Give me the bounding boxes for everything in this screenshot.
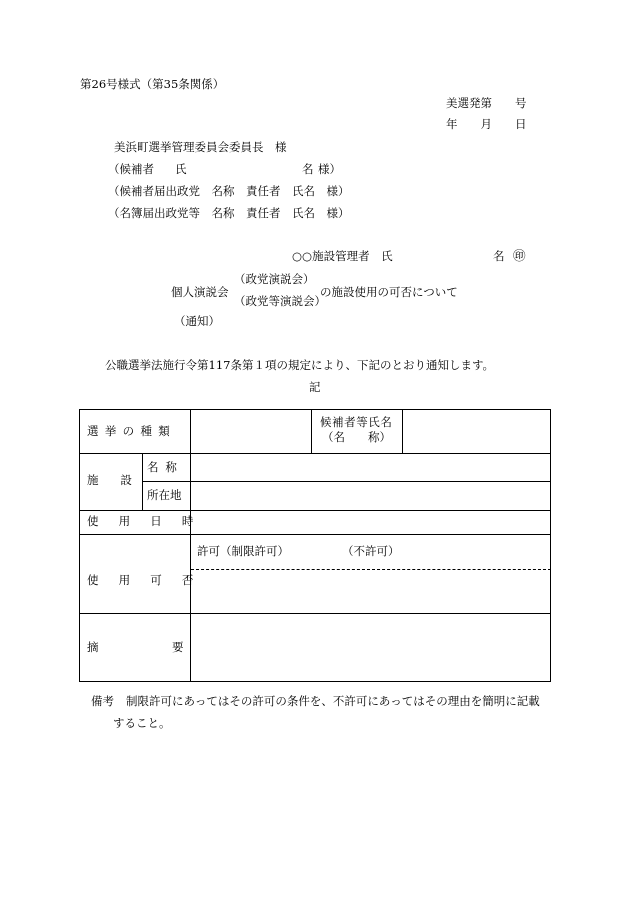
summary-label-left: 摘 <box>87 640 99 654</box>
document-date: 年 月 日 <box>446 117 527 131</box>
document-number: 美選発第 号 <box>446 96 527 110</box>
row-divider-4 <box>79 613 551 614</box>
note-line-2: すること。 <box>113 716 171 730</box>
datetime-label: 使用日時 <box>87 514 214 528</box>
facility-label: 施設 <box>87 473 154 487</box>
addressee-candidate-close: 様） <box>318 162 341 176</box>
title-party-speech: （政党演説会） <box>234 272 315 286</box>
body-text: 公職選挙法施行令第117条第１項の規定により、下記のとおり通知します。 <box>105 358 495 372</box>
addressee-candidate-open: （候補者 <box>108 162 154 176</box>
row-divider-3 <box>79 534 551 535</box>
candidate-col-right <box>402 409 403 453</box>
candidate-name-label: 候補者等氏名 <box>320 415 393 429</box>
summary-label-right: 要 <box>172 640 184 654</box>
row-divider-2 <box>79 510 551 511</box>
row-divider-1 <box>79 453 551 454</box>
addressee-candidate-mei: 名 <box>302 162 314 176</box>
seal-mark: ㊞ <box>513 248 526 263</box>
permission-label: 使用可否 <box>87 573 214 587</box>
table-border <box>79 409 551 682</box>
addressee-party: （候補者届出政党 名称 責任者 氏名 様） <box>108 184 350 198</box>
candidate-col-left <box>311 409 312 453</box>
ki-heading: 記 <box>309 380 321 394</box>
row-divider-facility <box>142 481 551 482</box>
form-number: 第26号様式（第35条関係） <box>80 77 225 91</box>
sender-label: ○○施設管理者 氏 <box>292 249 393 263</box>
addressee-candidate-shi: 氏 <box>175 162 187 176</box>
title-suffix: の施設使用の可否について <box>320 285 458 299</box>
addressee-chairman: 美浜町選挙管理委員会委員長 様 <box>114 140 287 154</box>
election-type-label: 選挙の種類 <box>87 424 177 438</box>
addressee-list-party: （名簿届出政党等 名称 責任者 氏名 様） <box>108 206 350 220</box>
permit-text: 許可（制限許可） <box>197 544 289 558</box>
title-notice: （通知） <box>174 314 220 328</box>
note-line-1: 制限許可にあってはその許可の条件を、不許可にあってはその理由を簡明に記載 <box>126 694 540 708</box>
facility-name-label: 名称 <box>147 460 184 474</box>
facility-address-label: 所在地 <box>147 488 182 502</box>
candidate-name-sub-label: （名 称） <box>322 430 391 444</box>
not-permit-text: （不許可） <box>342 544 400 558</box>
note-label: 備考 <box>91 694 114 708</box>
table-col-divider <box>190 409 191 682</box>
title-party-group-speech: （政党等演説会） <box>234 294 326 308</box>
title-individual-speech: 個人演説会 <box>171 285 229 299</box>
permission-dashed-divider <box>191 569 551 570</box>
sender-mei: 名 <box>493 249 505 263</box>
